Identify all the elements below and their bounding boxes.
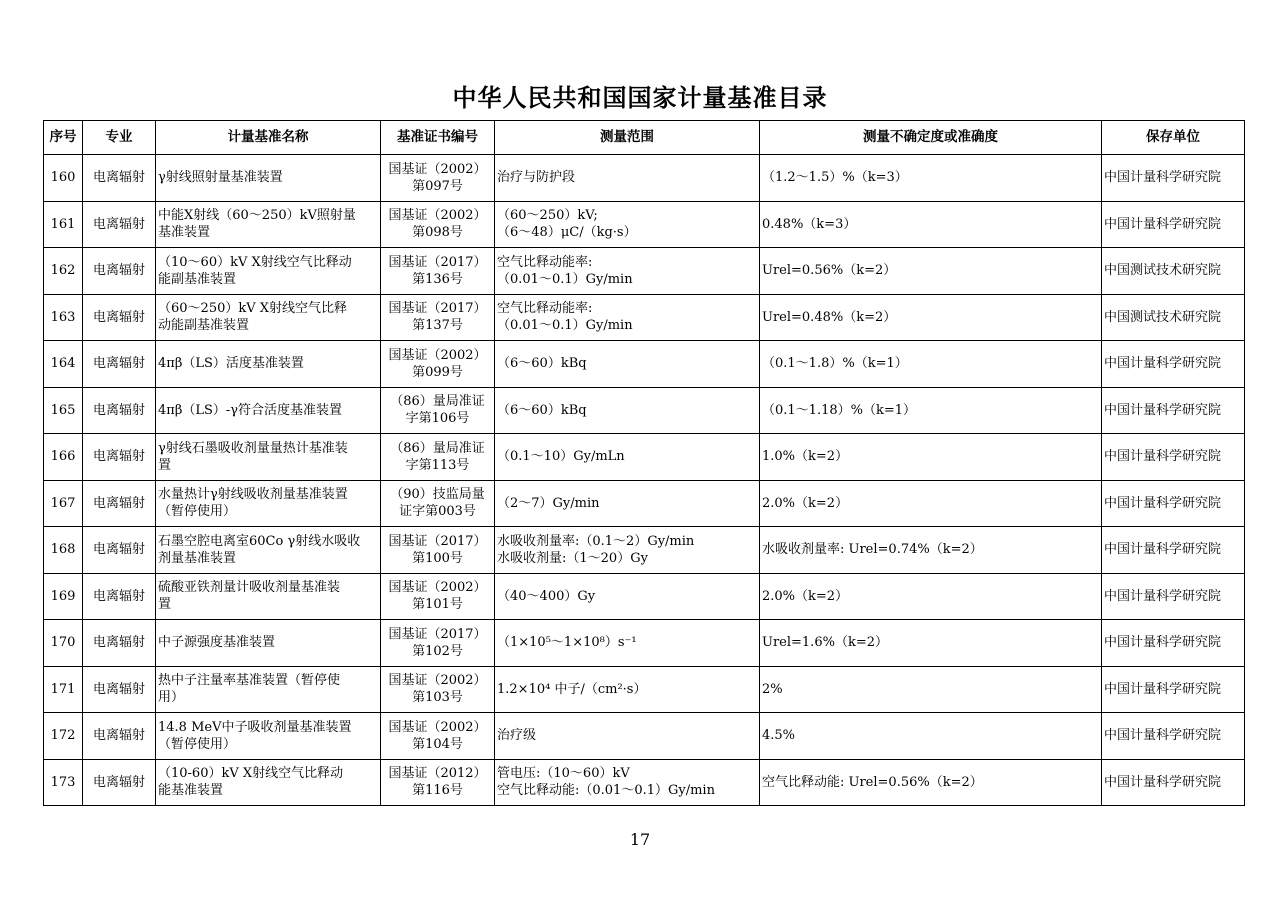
table-row (44, 341, 1245, 388)
table-row (44, 713, 1245, 760)
row-custodian: 中国计量科学研究院 (1102, 387, 1245, 434)
row-field: 电离辐射 (83, 294, 156, 341)
row-standard-name: （10-60）kV X射线空气比释动 能基准装置 (156, 759, 381, 806)
row-certificate: （90）技监局量 证字第003号 (381, 480, 495, 527)
row-field: 电离辐射 (83, 527, 156, 574)
row-standard-name: 硫酸亚铁剂量计吸收剂量基准装 置 (156, 573, 381, 620)
row-range: 1.2×10⁴ 中子/（cm²·s） (495, 666, 760, 713)
row-certificate: 国基证（2002） 第104号 (381, 713, 495, 760)
row-range: （0.1～10）Gy/mLn (495, 434, 760, 481)
column-header-unit: 保存单位 (1102, 121, 1245, 155)
row-number: 168 (44, 527, 83, 574)
table-header-row (44, 121, 1245, 155)
row-number: 161 (44, 201, 83, 248)
column-header-cert: 基准证书编号 (381, 121, 495, 155)
row-range: 治疗与防护段 (495, 155, 760, 202)
row-number: 173 (44, 759, 83, 806)
row-range: 空气比释动能率: （0.01～0.1）Gy/min (495, 294, 760, 341)
row-uncertainty: 1.0%（k=2） (760, 434, 1102, 481)
row-range: （6～60）kBq (495, 341, 760, 388)
row-field: 电离辐射 (83, 666, 156, 713)
row-standard-name: 热中子注量率基准装置（暂停使 用） (156, 666, 381, 713)
row-certificate: 国基证（2017） 第102号 (381, 620, 495, 667)
row-uncertainty: 2.0%（k=2） (760, 573, 1102, 620)
row-custodian: 中国计量科学研究院 (1102, 620, 1245, 667)
row-certificate: （86）量局准证 字第113号 (381, 434, 495, 481)
column-header-field: 专业 (83, 121, 156, 155)
row-uncertainty: 空气比释动能: Urel=0.56%（k=2） (760, 759, 1102, 806)
row-standard-name: 4πβ（LS）活度基准装置 (156, 341, 381, 388)
row-uncertainty: 0.48%（k=3） (760, 201, 1102, 248)
row-standard-name: （60～250）kV X射线空气比释 动能副基准装置 (156, 294, 381, 341)
table-row (44, 434, 1245, 481)
row-range: 空气比释动能率: （0.01～0.1）Gy/min (495, 248, 760, 295)
table-row (44, 294, 1245, 341)
column-header-range: 测量范围 (495, 121, 760, 155)
page-title: 中华人民共和国国家计量基准目录 (452, 84, 828, 112)
row-field: 电离辐射 (83, 387, 156, 434)
row-certificate: 国基证（2017） 第100号 (381, 527, 495, 574)
row-custodian: 中国计量科学研究院 (1102, 434, 1245, 481)
table-row (44, 573, 1245, 620)
row-field: 电离辐射 (83, 341, 156, 388)
catalog-table (43, 120, 1245, 806)
row-standard-name: 中能X射线（60～250）kV照射量 基准装置 (156, 201, 381, 248)
column-header-no: 序号 (44, 121, 83, 155)
row-uncertainty: 水吸收剂量率: Urel=0.74%（k=2） (760, 527, 1102, 574)
row-number: 167 (44, 480, 83, 527)
row-certificate: （86）量局准证 字第106号 (381, 387, 495, 434)
row-certificate: 国基证（2017） 第136号 (381, 248, 495, 295)
row-field: 电离辐射 (83, 434, 156, 481)
table-row (44, 666, 1245, 713)
row-field: 电离辐射 (83, 620, 156, 667)
row-custodian: 中国计量科学研究院 (1102, 155, 1245, 202)
row-number: 160 (44, 155, 83, 202)
row-uncertainty: 2.0%（k=2） (760, 480, 1102, 527)
row-custodian: 中国计量科学研究院 (1102, 713, 1245, 760)
row-number: 165 (44, 387, 83, 434)
row-range: （1×10⁵～1×10⁸）s⁻¹ (495, 620, 760, 667)
row-range: 管电压:（10～60）kV 空气比释动能:（0.01～0.1）Gy/min (495, 759, 760, 806)
row-certificate: 国基证（2002） 第098号 (381, 201, 495, 248)
row-number: 172 (44, 713, 83, 760)
row-custodian: 中国计量科学研究院 (1102, 480, 1245, 527)
table-row (44, 620, 1245, 667)
row-field: 电离辐射 (83, 480, 156, 527)
table-row (44, 759, 1245, 806)
table-row (44, 480, 1245, 527)
row-range: （40～400）Gy (495, 573, 760, 620)
row-field: 电离辐射 (83, 759, 156, 806)
row-number: 166 (44, 434, 83, 481)
column-header-name: 计量基准名称 (156, 121, 381, 155)
row-custodian: 中国计量科学研究院 (1102, 527, 1245, 574)
row-standard-name: 4πβ（LS）-γ符合活度基准装置 (156, 387, 381, 434)
table-row (44, 248, 1245, 295)
row-field: 电离辐射 (83, 201, 156, 248)
row-uncertainty: 4.5% (760, 713, 1102, 760)
row-custodian: 中国计量科学研究院 (1102, 666, 1245, 713)
row-field: 电离辐射 (83, 713, 156, 760)
page-number: 17 (629, 830, 651, 849)
table-row (44, 155, 1245, 202)
row-standard-name: γ射线石墨吸收剂量量热计基准装 置 (156, 434, 381, 481)
row-certificate: 国基证（2012） 第116号 (381, 759, 495, 806)
row-field: 电离辐射 (83, 248, 156, 295)
table-row (44, 527, 1245, 574)
row-certificate: 国基证（2002） 第101号 (381, 573, 495, 620)
row-range: （60～250）kV; （6～48）μC/（kg·s） (495, 201, 760, 248)
table-row (44, 387, 1245, 434)
row-uncertainty: （0.1～1.18）%（k=1） (760, 387, 1102, 434)
row-certificate: 国基证（2002） 第103号 (381, 666, 495, 713)
row-custodian: 中国测试技术研究院 (1102, 248, 1245, 295)
row-range: 水吸收剂量率:（0.1～2）Gy/min 水吸收剂量:（1～20）Gy (495, 527, 760, 574)
row-custodian: 中国计量科学研究院 (1102, 201, 1245, 248)
row-number: 170 (44, 620, 83, 667)
row-number: 164 (44, 341, 83, 388)
row-field: 电离辐射 (83, 155, 156, 202)
row-standard-name: γ射线照射量基准装置 (156, 155, 381, 202)
row-standard-name: 水量热计γ射线吸收剂量基准装置 （暂停使用） (156, 480, 381, 527)
row-standard-name: 14.8 MeV中子吸收剂量基准装置 （暂停使用） (156, 713, 381, 760)
row-uncertainty: Urel=0.48%（k=2） (760, 294, 1102, 341)
row-number: 162 (44, 248, 83, 295)
row-range: （2～7）Gy/min (495, 480, 760, 527)
row-uncertainty: Urel=1.6%（k=2） (760, 620, 1102, 667)
row-certificate: 国基证（2002） 第097号 (381, 155, 495, 202)
row-number: 171 (44, 666, 83, 713)
row-custodian: 中国测试技术研究院 (1102, 294, 1245, 341)
row-custodian: 中国计量科学研究院 (1102, 573, 1245, 620)
row-standard-name: （10～60）kV X射线空气比释动 能副基准装置 (156, 248, 381, 295)
row-certificate: 国基证（2002） 第099号 (381, 341, 495, 388)
row-certificate: 国基证（2017） 第137号 (381, 294, 495, 341)
row-uncertainty: Urel=0.56%（k=2） (760, 248, 1102, 295)
row-number: 163 (44, 294, 83, 341)
row-uncertainty: 2% (760, 666, 1102, 713)
row-range: 治疗级 (495, 713, 760, 760)
row-custodian: 中国计量科学研究院 (1102, 759, 1245, 806)
row-number: 169 (44, 573, 83, 620)
row-standard-name: 中子源强度基准装置 (156, 620, 381, 667)
table-row (44, 201, 1245, 248)
row-range: （6～60）kBq (495, 387, 760, 434)
row-field: 电离辐射 (83, 573, 156, 620)
row-uncertainty: （1.2～1.5）%（k=3） (760, 155, 1102, 202)
row-standard-name: 石墨空腔电离室60Co γ射线水吸收 剂量基准装置 (156, 527, 381, 574)
column-header-uncertainty: 测量不确定度或准确度 (760, 121, 1102, 155)
row-custodian: 中国计量科学研究院 (1102, 341, 1245, 388)
row-uncertainty: （0.1～1.8）%（k=1） (760, 341, 1102, 388)
